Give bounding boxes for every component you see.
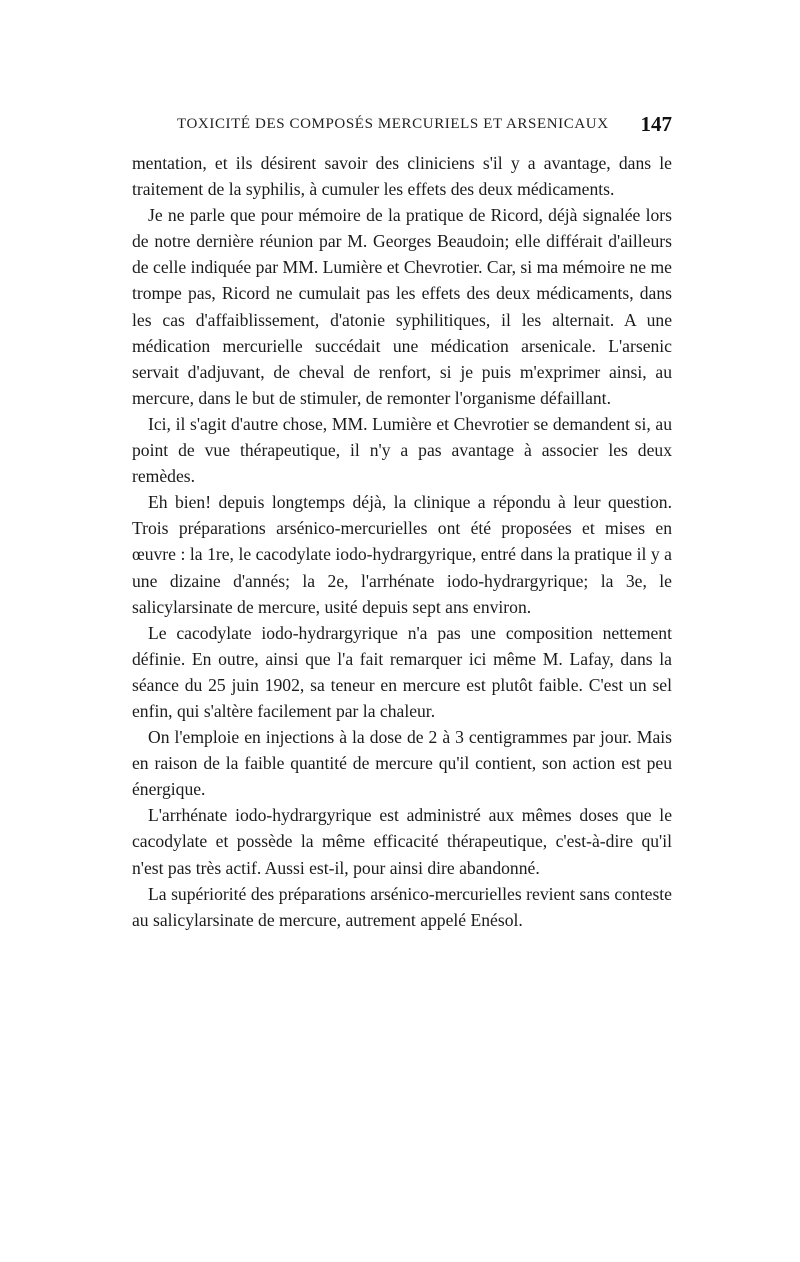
paragraph: Eh bien! depuis longtemps déjà, la clinique a répondu à leur question. Trois préparations arsénico-mercurielles ont été proposées et mises en œuvre : la 1re, le cacodylate iodo-hydrargyrique, entré dans la pratique il y a une dizaine d'annés; la 2e, l'arrhénate iodo-hydrargyrique; la 3e, le salicylarsinate de mercure, usité depuis sept ans environ. <box>132 492 672 617</box>
running-head <box>132 112 672 140</box>
paragraph: L'arrhénate iodo-hydrargyrique est administré aux mêmes doses que le cacodylate et possède la même efficacité thérapeutique, c'est-à-dire qu'il n'est pas très actif. Aussi est-il, pour ainsi dire abandonné. <box>132 805 672 878</box>
running-title: TOXICITÉ DES COMPOSÉS MERCURIELS ET ARSENICAUX <box>177 116 609 132</box>
paragraph: Le cacodylate iodo-hydrargyrique n'a pas une composition nettement définie. En outre, ainsi que l'a fait remarquer ici même M. Lafay, dans la séance du 25 juin 1902, sa teneur en mercure est plutôt faible. C'est un sel enfin, qui s'altère facilement par la chaleur. <box>132 622 672 721</box>
paragraph: On l'emploie en injections à la dose de 2 à 3 centigrammes par jour. Mais en raison de la faible quantité de mercure qu'il contient, son action est peu énergique. <box>132 727 672 800</box>
paragraph: Ici, il s'agit d'autre chose, MM. Lumière et Chevrotier se demandent si, au point de vue thérapeutique, il n'y a pas avantage à associer les deux remèdes. <box>132 413 672 487</box>
paragraph: mentation, et ils désirent savoir des cliniciens s'il y a avantage, dans le traitement de la syphilis, à cumuler les effets des deux médicaments. <box>132 153 672 200</box>
paragraph: La supériorité des préparations arsénico-mercurielles revient sans conteste au salicylarsinate de mercure, autrement appelé Enésol. <box>132 883 672 930</box>
page-number: 147 <box>640 112 672 136</box>
paragraph: Je ne parle que pour mémoire de la pratique de Ricord, déjà signalée lors de notre dernière réunion par M. Georges Beaudoin; elle différait d'ailleurs de celle indiquée par MM. Lumière et Chevrotier. Car, si ma mémoire ne me trompe pas, Ricord ne cumulait pas les effets des deux médicaments, dans les cas d'affaiblissement, d'atonie syphilitiques, il les alternait. A une médication mercurielle succédait une médication arsenicale. L'arsenic servait d'adjuvant, de cheval de renfort, si je puis m'exprimer ainsi, au mercure, dans le but de stimuler, de remonter l'organisme défaillant. <box>132 205 672 408</box>
body-text <box>132 150 672 933</box>
